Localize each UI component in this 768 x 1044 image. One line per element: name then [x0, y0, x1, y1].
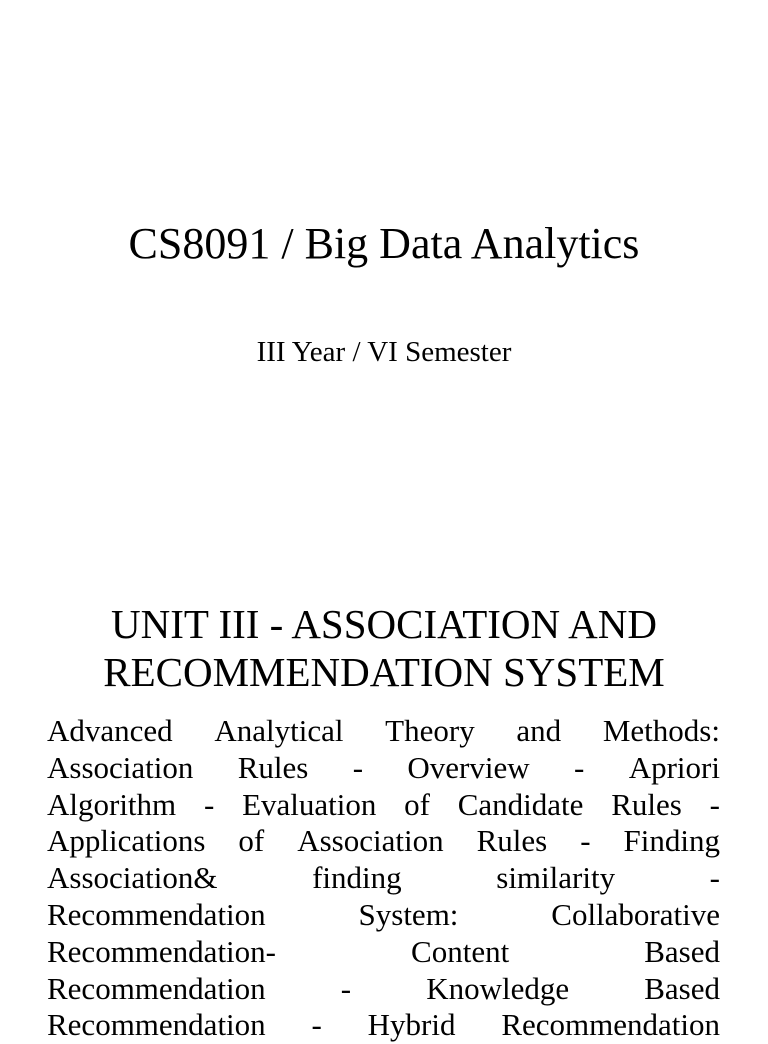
- syllabus-line: [47, 1007, 720, 1044]
- syllabus-line: [47, 934, 720, 971]
- syllabus-word: -: [311, 1007, 322, 1043]
- course-subtitle: III Year / VI Semester: [256, 336, 512, 368]
- syllabus-word: of: [238, 823, 265, 859]
- syllabus-word: Association: [297, 823, 444, 859]
- syllabus-line: [47, 713, 720, 750]
- syllabus-word: Theory: [385, 713, 475, 748]
- syllabus-word: -: [580, 823, 591, 859]
- syllabus-word: Recommendation: [501, 1007, 720, 1043]
- syllabus-word: Knowledge: [426, 970, 570, 1006]
- syllabus-word: Candidate: [457, 786, 584, 822]
- syllabus-word: -: [574, 749, 585, 785]
- syllabus-word: finding: [312, 860, 402, 896]
- syllabus-word: Evaluation: [242, 786, 377, 822]
- syllabus-word: Recommendation: [47, 1007, 266, 1043]
- syllabus-line: [47, 787, 720, 824]
- syllabus-line: [47, 823, 720, 860]
- syllabus-word: Recommendation: [47, 896, 266, 932]
- syllabus-word: -: [203, 786, 215, 822]
- syllabus-word: System:: [358, 896, 459, 932]
- syllabus-line: [47, 750, 720, 787]
- syllabus-word: similarity: [496, 860, 616, 896]
- syllabus-line: [47, 860, 720, 897]
- unit-heading: [0, 600, 768, 696]
- syllabus-word: Based: [644, 933, 720, 969]
- syllabus-word: and: [516, 713, 562, 748]
- syllabus-word: Methods:: [602, 713, 720, 748]
- syllabus-word: Apriori: [628, 749, 720, 785]
- syllabus-word: -: [340, 970, 352, 1006]
- unit-heading-line-2: RECOMMENDATION SYSTEM: [103, 649, 665, 695]
- syllabus-word: of: [404, 786, 430, 822]
- syllabus-word: Association: [47, 749, 194, 785]
- unit-heading-line-1: UNIT III - ASSOCIATION AND: [111, 601, 657, 647]
- syllabus-word: Association&: [47, 860, 218, 896]
- syllabus-word: Rules: [476, 823, 548, 859]
- syllabus-word: Based: [644, 970, 720, 1006]
- syllabus-word: Overview: [407, 749, 530, 785]
- syllabus-word: Collaborative: [551, 896, 720, 932]
- syllabus-word: Finding: [623, 823, 720, 859]
- course-title: CS8091 / Big Data Analytics: [128, 219, 640, 268]
- syllabus-word: Algorithm: [47, 786, 177, 822]
- syllabus-word: Rules: [611, 786, 682, 822]
- syllabus-line: [47, 971, 720, 1008]
- syllabus-word: -: [709, 860, 720, 896]
- syllabus-line: [47, 897, 720, 934]
- syllabus-word: Content: [411, 933, 510, 969]
- syllabus-word: Recommendation-: [47, 933, 276, 969]
- syllabus-word: Recommendation: [47, 970, 266, 1006]
- syllabus-word: Analytical: [214, 713, 344, 748]
- syllabus-word: Advanced: [47, 713, 173, 748]
- unit-syllabus: [47, 713, 720, 1044]
- syllabus-word: Hybrid: [367, 1007, 456, 1043]
- syllabus-word: Rules: [237, 749, 309, 785]
- syllabus-word: -: [352, 749, 364, 785]
- syllabus-word: Applications: [47, 823, 206, 859]
- syllabus-word: -: [709, 786, 720, 822]
